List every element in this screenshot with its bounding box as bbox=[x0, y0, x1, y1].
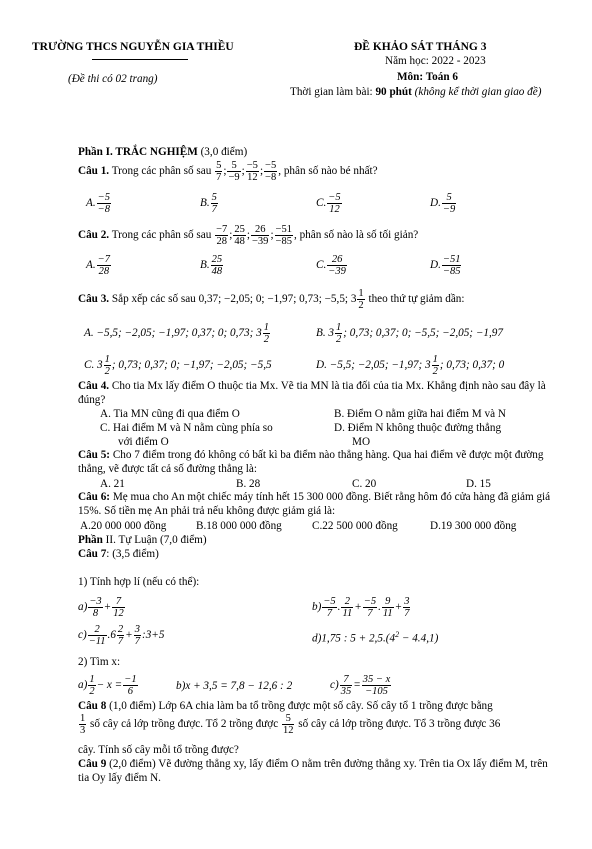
school-name: TRƯỜNG THCS NGUYỄN GIA THIỀU bbox=[32, 41, 234, 53]
q3-label: Câu 3. bbox=[78, 293, 110, 306]
q9-text: (2,0 điểm) Vẽ đường thẳng xy, lấy điểm O nằm trên đường thẳng xy. Trên tia Ox lấy điểm M, trên tia Oy lấy điểm N. bbox=[78, 758, 548, 784]
q6-option-a[interactable]: A.20 000 000 đồng bbox=[80, 520, 167, 532]
q3-text: Sắp xếp các số sau 0,37; −2,05; 0; −1,97; 0,73; −5,5; 3 bbox=[109, 293, 357, 306]
q4-option-d-line2[interactable]: MO bbox=[352, 436, 371, 448]
time-suffix: (không kể thời gian giao đề) bbox=[414, 86, 542, 98]
q1-option-d[interactable]: D. $\frac{5}{-9}$ bbox=[430, 192, 456, 216]
q1-tail: , phân số nào bé nhất? bbox=[278, 165, 378, 178]
q1-text: Trong các phân số sau bbox=[109, 165, 215, 178]
q3-mixed-half: $\frac{1}{2}$ bbox=[358, 288, 364, 312]
q7-find-a: a) $\frac{1}{2}$ − x = $\frac{-1}{6}$ bbox=[78, 674, 137, 698]
q1-label: Câu 1. bbox=[78, 165, 110, 178]
q6-option-b[interactable]: B.18 000 000 đồng bbox=[196, 520, 282, 532]
part2-heading-bold: Phần bbox=[78, 534, 103, 546]
q7-part2-instruction: 2) Tìm x: bbox=[78, 656, 121, 668]
q7-find-c: c) $\frac{7}{35}$ = $\frac{35 - x}{-105}$ bbox=[330, 674, 391, 698]
q2-text: Trong các phân số sau bbox=[109, 229, 215, 242]
q5-stem bbox=[78, 449, 558, 476]
part1-title: Phần I. TRẮC NGHIỆM bbox=[78, 146, 198, 158]
q2-label: Câu 2. bbox=[78, 229, 110, 242]
q7-find-b: b)x + 3,5 = 7,8 − 12,6 : 2 bbox=[176, 680, 293, 692]
q8-line2: $\frac{1}{3}$ số cây cả lớp trồng được. Tổ 2 trồng được $\frac{5}{12}$ số cây cả lớp trồng được. Tổ 3 trồng được 36 bbox=[80, 713, 501, 737]
part2-heading-rest: II. Tự Luận (7,0 điểm) bbox=[102, 534, 207, 546]
q4-option-b[interactable]: B. Điểm O nằm giữa hai điểm M và N bbox=[334, 408, 506, 420]
q8-text-1: (1,0 điểm) Lớp 6A chia làm ba tổ trồng được một số cây. Số cây tổ 1 trồng được bằng bbox=[106, 700, 493, 712]
q4-option-d-line1[interactable]: D. Điểm N không thuộc đường thẳng bbox=[334, 422, 502, 434]
q6-stem bbox=[78, 491, 558, 518]
q7-heading bbox=[78, 548, 159, 562]
q1-option-a[interactable]: A. $\frac{-5}{-8}$ bbox=[86, 192, 110, 216]
q4-option-c-line1[interactable]: C. Hai điểm M và N nằm cùng phía so bbox=[100, 422, 273, 434]
subject: Môn: Toán 6 bbox=[397, 71, 458, 83]
q5-label: Câu 5: bbox=[78, 449, 111, 461]
q2-stem: Câu 2. Trong các phân số sau $\frac{-7}{28}$ ; $\frac{25}{48}$ ; $\frac{26}{-39}$ ; $\frac{-51}{-85}$ , phân số nào là số tối giản? bbox=[78, 224, 419, 248]
time-limit bbox=[290, 86, 541, 100]
q2-frac-3: $\frac{26}{-39}$ bbox=[252, 224, 269, 248]
q6-option-d[interactable]: D.19 300 000 đồng bbox=[430, 520, 517, 532]
q7-expr-d: d)1,75 : $5 + 2,5.(4^2 - 4.4,1)$ bbox=[312, 630, 439, 645]
q2-option-b[interactable]: B. $\frac{25}{48}$ bbox=[200, 254, 223, 278]
q7-part1-instruction: 1) Tính hợp lí (nếu có thể): bbox=[78, 576, 200, 588]
q1-frac-2: $\frac{5}{-9}$ bbox=[228, 160, 240, 184]
q5-option-a[interactable]: A. 21 bbox=[100, 478, 125, 490]
q1-frac-3: $\frac{-5}{12}$ bbox=[246, 160, 258, 184]
q2-option-c[interactable]: C. $\frac{26}{-39}$ bbox=[316, 254, 346, 278]
q7-expr-c: c) $\frac{2}{-11}$ .6 $\frac{2}{7}$ + $\frac{3}{7}$ :3+5 bbox=[78, 624, 165, 648]
q5-option-d[interactable]: D. 15 bbox=[466, 478, 491, 490]
q6-text: Mẹ mua cho An một chiếc máy tính hết 15 300 000 đồng. Biết rằng hôm đó cửa hàng đã giảm giá 15%. Số tiền mẹ An phải trả nếu không được giảm giá là: bbox=[78, 491, 551, 517]
q3-option-b[interactable]: B. 3 $\frac{1}{2}$ ; 0,73; 0,37; 0; −5,5; −2,05; −1,97 bbox=[316, 322, 503, 346]
time-prefix: Thời gian làm bài: bbox=[290, 86, 376, 98]
q1-stem: Câu 1. Trong các phân số sau $\frac{5}{7}$ ; $\frac{5}{-9}$ ; $\frac{-5}{12}$ ; $\frac{-5}{-8}$ , phân số nào bé nhất? bbox=[78, 160, 378, 184]
part1-heading bbox=[78, 146, 247, 160]
q4-label: Câu 4. bbox=[78, 380, 110, 392]
q4-text: Cho tia Mx lấy điểm O thuộc tia Mx. Vẽ tia MN là tia đối của tia Mx. Khẳng định nào sau đây là đúng? bbox=[78, 380, 546, 406]
q7-label: Câu 7 bbox=[78, 548, 107, 560]
time-bold: 90 phút bbox=[375, 86, 412, 98]
q5-text: Cho 7 điểm trong đó không có bất kì ba điểm nào thẳng hàng. Qua hai điểm vẽ được một đường thẳng, vẽ được tất cả số đường thẳng là: bbox=[78, 449, 544, 475]
q2-option-a[interactable]: A. $\frac{-7}{28}$ bbox=[86, 254, 110, 278]
q7-expr-b: b) $\frac{-5}{7}$ . $\frac{2}{11}$ + $\frac{-5}{7}$ . $\frac{9}{11}$ + $\frac{3}{7}$ bbox=[312, 596, 410, 620]
q8-line3: cây. Tính số cây mỗi tổ trồng được? bbox=[78, 744, 239, 756]
q6-label: Câu 6: bbox=[78, 491, 111, 503]
pages-note: (Đề thi có 02 trang) bbox=[68, 73, 158, 85]
part1-points: (3,0 điểm) bbox=[197, 146, 248, 158]
q5-option-b[interactable]: B. 28 bbox=[236, 478, 261, 490]
q8-label: Câu 8 bbox=[78, 700, 107, 712]
q1-frac-4: $\frac{-5}{-8}$ bbox=[265, 160, 277, 184]
q2-tail: , phân số nào là số tối giản? bbox=[293, 229, 419, 242]
q1-option-b[interactable]: B. $\frac{5}{7}$ bbox=[200, 192, 217, 216]
q3-tail: theo thứ tự giảm dần: bbox=[365, 293, 465, 306]
q9-stem bbox=[78, 758, 560, 785]
q2-frac-4: $\frac{-51}{-85}$ bbox=[275, 224, 292, 248]
q4-option-c-line2[interactable]: với điểm O bbox=[118, 436, 169, 448]
exam-title: ĐỀ KHẢO SÁT THÁNG 3 bbox=[354, 41, 487, 53]
q3-stem bbox=[78, 288, 465, 311]
q7-points: : (3,5 điểm) bbox=[106, 548, 159, 560]
q3-option-a[interactable]: A. −5,5; −2,05; −1,97; 0,37; 0; 0,73; 3 $\frac{1}{2}$ bbox=[84, 322, 269, 346]
q9-label: Câu 9 bbox=[78, 758, 107, 770]
q3-option-d[interactable]: D. −5,5; −2,05; −1,97; 3 $\frac{1}{2}$ ; 0,73; 0,37; 0 bbox=[316, 354, 505, 378]
q2-option-d[interactable]: D. $\frac{-51}{-85}$ bbox=[430, 254, 461, 278]
school-year: Năm học: 2022 - 2023 bbox=[385, 55, 486, 67]
q4-stem bbox=[78, 380, 558, 407]
part2-heading bbox=[78, 534, 207, 548]
q2-frac-1: $\frac{-7}{28}$ bbox=[216, 224, 228, 248]
q4-option-a[interactable]: A. Tia MN cũng đi qua điểm O bbox=[100, 408, 240, 420]
q6-option-c[interactable]: C.22 500 000 đồng bbox=[312, 520, 398, 532]
school-underline bbox=[92, 59, 188, 60]
q2-frac-2: $\frac{25}{48}$ bbox=[234, 224, 245, 248]
q8-line1 bbox=[78, 700, 493, 714]
q7-expr-a: a) $\frac{-3}{8}$ + $\frac{7}{12}$ bbox=[78, 596, 124, 620]
q5-option-c[interactable]: C. 20 bbox=[352, 478, 377, 490]
q1-frac-1: $\frac{5}{7}$ bbox=[216, 160, 222, 184]
q3-option-c[interactable]: C. 3 $\frac{1}{2}$ ; 0,73; 0,37; 0; −1,97; −2,05; −5,5 bbox=[84, 354, 272, 378]
q1-option-c[interactable]: C. $\frac{-5}{12}$ bbox=[316, 192, 341, 216]
